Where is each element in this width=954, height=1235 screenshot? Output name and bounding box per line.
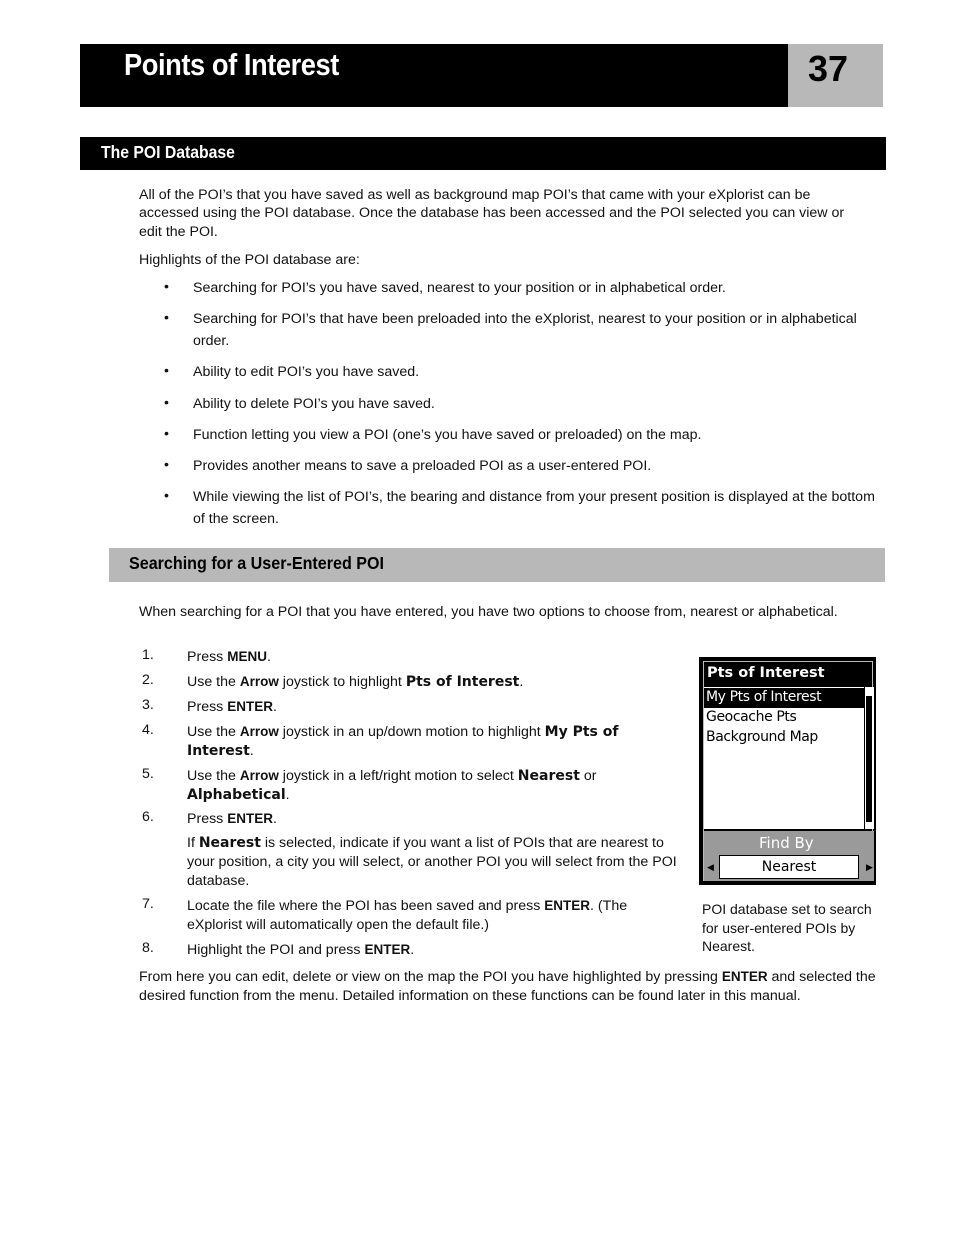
text-run: Use the bbox=[187, 768, 240, 784]
bullet-icon: • bbox=[164, 279, 169, 295]
device-list-item: Geocache Pts bbox=[706, 709, 797, 725]
text-run: Use the bbox=[187, 724, 240, 740]
emphasis-text: Nearest bbox=[198, 835, 261, 851]
text-run: . bbox=[272, 699, 277, 715]
step-text bbox=[187, 809, 687, 829]
text-run: or bbox=[579, 768, 597, 784]
bullet-icon: • bbox=[164, 488, 169, 504]
emphasis-text: ENTER bbox=[227, 811, 273, 826]
emphasis-text: ENTER bbox=[544, 898, 591, 913]
text-run: Locate the file where the POI has been saved and press bbox=[187, 898, 545, 914]
highlight-item: Searching for POI’s you have saved, nearest to your position or in alphabetical order. bbox=[193, 280, 726, 296]
section-heading-poi-database: The POI Database bbox=[101, 142, 235, 162]
emphasis-text: ENTER bbox=[227, 699, 273, 714]
text-run: joystick in a left/right motion to select bbox=[278, 768, 518, 784]
step-text bbox=[187, 896, 667, 935]
subsection-heading-user-poi: Searching for a User-Entered POI bbox=[129, 553, 384, 573]
device-list-item: My Pts of Interest bbox=[706, 689, 822, 705]
bullet-icon: • bbox=[164, 426, 169, 442]
step-number: 2. bbox=[142, 672, 154, 688]
text-run: is selected, indicate if you want a list of POIs that are nearest to your position, a city you will select, or another POI you will select from the POI database. bbox=[187, 835, 677, 889]
text-run: From here you can edit, delete or view on the map the POI you have highlighted by pressing bbox=[139, 969, 722, 985]
highlight-item: Ability to edit POI’s you have saved. bbox=[193, 364, 420, 380]
emphasis-text: Arrow bbox=[239, 724, 279, 739]
text-run: Press bbox=[187, 649, 228, 665]
emphasis-text: My Pts of Interest bbox=[187, 724, 619, 759]
emphasis-text: MENU bbox=[227, 649, 267, 664]
step-text bbox=[187, 940, 687, 960]
text-run: . (The eXplorist will automatically open the default file.) bbox=[187, 898, 628, 933]
step-text bbox=[187, 697, 687, 717]
chapter-title: Points of Interest bbox=[124, 47, 339, 82]
text-run: If bbox=[187, 835, 199, 851]
right-arrow-icon: ▶ bbox=[866, 862, 873, 872]
step-number: 5. bbox=[142, 766, 154, 782]
bullet-icon: • bbox=[164, 395, 169, 411]
step-number: 4. bbox=[142, 722, 154, 738]
device-title: Pts of Interest bbox=[707, 665, 825, 681]
step-number: 7. bbox=[142, 896, 154, 912]
highlight-item: Ability to delete POI’s you have saved. bbox=[193, 396, 435, 412]
emphasis-text: Pts of Interest bbox=[405, 674, 520, 690]
text-run: Use the bbox=[187, 674, 240, 690]
step-number: 1. bbox=[142, 647, 154, 663]
text-run: . bbox=[410, 942, 415, 958]
device-scrollbar-thumb bbox=[866, 696, 872, 822]
emphasis-text: Arrow bbox=[239, 674, 279, 689]
bullet-icon: • bbox=[164, 457, 169, 473]
emphasis-text: ENTER bbox=[721, 969, 768, 984]
text-run: Highlight the POI and press bbox=[187, 942, 365, 958]
device-find-by-label: Find By bbox=[759, 834, 814, 852]
text-run: . bbox=[266, 649, 271, 665]
search-intro: When searching for a POI that you have entered, you have two options to choose from, nearest or alphabetical. bbox=[139, 604, 838, 620]
figure-caption: POI database set to search for user-entered POIs by Nearest. bbox=[702, 901, 872, 954]
device-list-item: Background Map bbox=[706, 729, 818, 745]
text-run: joystick in an up/down motion to highlight bbox=[278, 724, 545, 740]
page-number: 37 bbox=[808, 48, 849, 89]
text-run: . bbox=[285, 787, 290, 803]
text-run: . bbox=[519, 674, 524, 690]
text-run: Press bbox=[187, 699, 228, 715]
device-find-by-value: Nearest bbox=[719, 855, 859, 879]
bullet-icon: • bbox=[164, 363, 169, 379]
left-arrow-icon: ◀ bbox=[707, 862, 714, 872]
text-run: joystick to highlight bbox=[278, 674, 406, 690]
intro-line-2: accessed using the POI database. Once the database has been accessed and the POI selected you can view or bbox=[139, 205, 845, 221]
highlight-item: Searching for POI’s that have been preloaded into the eXplorist, nearest to your position or in alphabetical order. bbox=[193, 311, 857, 349]
text-run: Press bbox=[187, 811, 228, 827]
closing-paragraph bbox=[139, 968, 879, 1005]
emphasis-text: Arrow bbox=[239, 768, 279, 783]
step-text bbox=[187, 722, 657, 761]
step-text bbox=[187, 672, 687, 692]
highlight-item: While viewing the list of POI’s, the bearing and distance from your present position is displayed at the bottom of the screen. bbox=[193, 489, 875, 527]
step-number: 8. bbox=[142, 940, 154, 956]
step-text bbox=[187, 647, 687, 667]
highlight-item: Function letting you view a POI (one’s you have saved or preloaded) on the map. bbox=[193, 427, 702, 443]
bullet-icon: • bbox=[164, 310, 169, 326]
text-run: . bbox=[249, 743, 254, 759]
emphasis-text: ENTER bbox=[364, 942, 411, 957]
emphasis-text: Alphabetical bbox=[187, 787, 286, 803]
text-run: . bbox=[272, 811, 277, 827]
step-text bbox=[187, 766, 687, 805]
step-number: 3. bbox=[142, 697, 154, 713]
highlight-item: Provides another means to save a preloaded POI as a user-entered POI. bbox=[193, 458, 652, 474]
intro-line-3: edit the POI. bbox=[139, 224, 218, 240]
intro-line-1: All of the POI’s that you have saved as well as background map POI’s that came with your eXplorist can be bbox=[139, 187, 811, 203]
highlights-label: Highlights of the POI database are: bbox=[139, 252, 360, 268]
step-6-note bbox=[187, 834, 687, 891]
step-number: 6. bbox=[142, 809, 154, 825]
emphasis-text: Nearest bbox=[517, 768, 580, 784]
text-run: and selected the desired function from the menu. Detailed information on these functions can be found later in this manual. bbox=[139, 969, 876, 1004]
